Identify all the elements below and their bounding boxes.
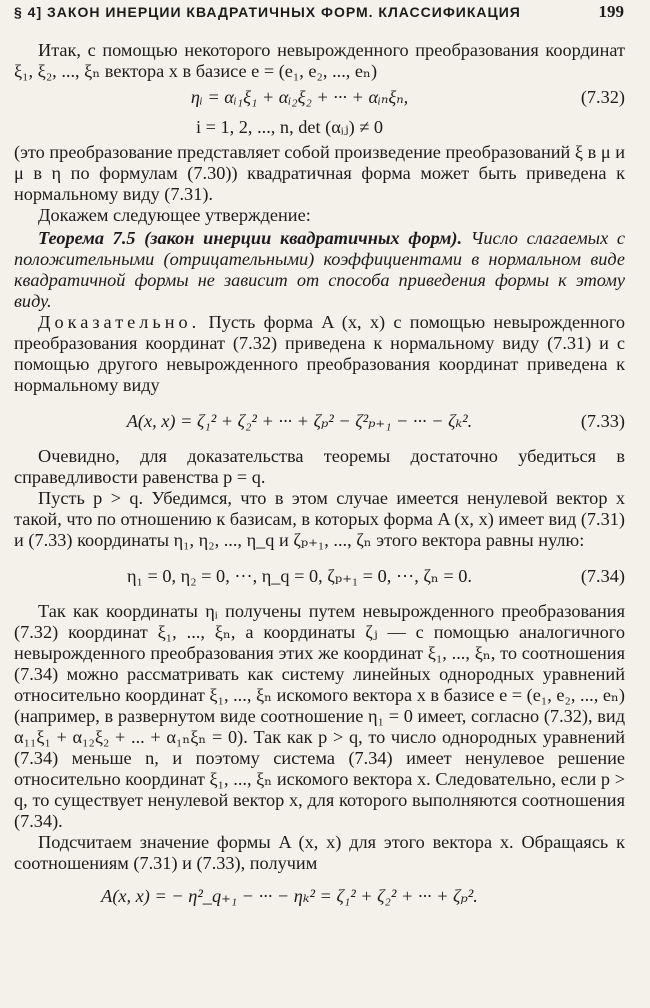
paragraph-intro: Итак, с помощью некоторого невырожденного преобразования координат ξ₁, ξ₂, ..., ξₙ вектора x в базисе e = (e₁, e₂, ..., eₙ) bbox=[14, 40, 625, 81]
section-header: § 4] ЗАКОН ИНЕРЦИИ КВАДРАТИЧНЫХ ФОРМ. КЛАССИФИКАЦИЯ bbox=[14, 4, 521, 20]
proof-paragraph bbox=[14, 312, 625, 396]
theorem-7-5 bbox=[14, 228, 625, 312]
equation-734 bbox=[14, 551, 625, 601]
equation-733 bbox=[14, 396, 625, 446]
equation-733-number: (7.33) bbox=[580, 410, 625, 431]
paragraph-compute: Подсчитаем значение формы A (x, x) для этого вектора x. Обращаясь к соотношениям (7.31) и (7.33), получим bbox=[14, 832, 625, 873]
theorem-title: Теорема 7.5 (закон инерции квадратичных форм). bbox=[38, 228, 463, 248]
equation-732-line1: ηᵢ = αᵢ₁ξ₁ + αᵢ₂ξ₂ + ··· + αᵢₙξₙ, bbox=[190, 86, 409, 107]
equation-732 bbox=[14, 82, 625, 112]
theorem-text: Число слагаемых с положительными (отрицательными) коэффициентами в нормальном виде квадратичной формы не зависит от способа приведения формы к этому виду. bbox=[14, 228, 625, 311]
paragraph-transform: (это преобразование представляет собой произведение преобразований ξ в μ и μ в η по формулам (7.30)) квадратичная форма может быть приведена к нормальному виду (7.31). bbox=[14, 142, 625, 204]
equation-733-body: A(x, x) = ζ₁² + ζ₂² + ··· + ζₚ² − ζ²ₚ₊₁ − ··· − ζₖ². bbox=[126, 410, 473, 431]
paragraph-statement: Докажем следующее утверждение: bbox=[38, 205, 311, 225]
equation-732-number: (7.32) bbox=[580, 86, 625, 107]
paragraph-obvious: Очевидно, для доказательства теоремы достаточно убедиться в справедливости равенства p = q. bbox=[14, 446, 625, 487]
equation-final-body: A(x, x) = − η²_q₊₁ − ··· − ηₖ² = ζ₁² + ζ₂² + ··· + ζₚ². bbox=[101, 885, 478, 906]
equation-final bbox=[14, 874, 625, 918]
running-header bbox=[14, 2, 624, 24]
paragraph-since: Так как координаты ηᵢ получены путем невырожденного преобразования (7.32) координат ξ₁, ..., ξₙ, а координаты ζⱼ — с помощью аналогичного невырожденного преобразования этих же координат ξ₁, ..., ξₙ, то соотношения (7.34) можно рассматривать как систему линейных однородных уравнений относительно координат ξ₁, ..., ξₙ искомого вектора x в базисе e = (e₁, e₂, ..., eₙ) (например, в развернутом виде соотношение η₁ = 0 имеет, согласно (7.32), вид α₁₁ξ₁ + α₁₂ξ₂ + ... + α₁ₙξₙ = 0). Так как p > q, то число однородных уравнений (7.34) меньше n, и поэтому система (7.34) имеет ненулевое решение относительно координат ξ₁, ..., ξₙ искомого вектора x. Следовательно, если p > q, то существует ненулевой вектор x, для которого выполняются соотношения (7.34). bbox=[14, 601, 625, 831]
equation-734-number: (7.34) bbox=[580, 565, 625, 586]
equation-732-line2: i = 1, 2, ..., n, det (αᵢⱼ) ≠ 0 bbox=[195, 116, 384, 137]
paragraph-assume: Пусть p > q. Убедимся, что в этом случае имеется ненулевой вектор x такой, что по отношению к базисам, в которых форма A (x, x) имеет вид (7.31) и (7.33) координаты η₁, η₂, ..., η_q и ζₚ₊₁, ..., ζₙ этого вектора равны нулю: bbox=[14, 488, 625, 550]
page-number: 199 bbox=[598, 2, 624, 21]
proof-text: Пусть форма A (x, x) с помощью невырожденного преобразования координат (7.32) приведена к нормальному виду (7.31) и с помощью другого невырожденного преобразования координат приведена к нормальному виду bbox=[14, 312, 625, 395]
proof-label: Доказательно. bbox=[38, 312, 201, 332]
equation-734-body: η₁ = 0, η₂ = 0, ···, η_q = 0, ζₚ₊₁ = 0, ···, ζₙ = 0. bbox=[127, 565, 472, 586]
page-content bbox=[14, 40, 625, 918]
